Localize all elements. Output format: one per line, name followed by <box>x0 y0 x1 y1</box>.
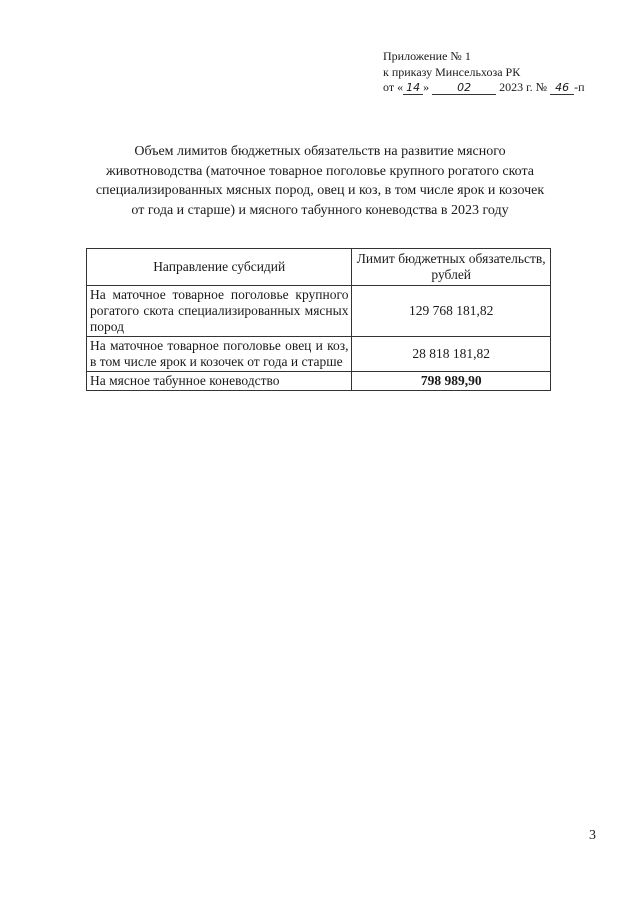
date-prefix: от « <box>383 80 404 94</box>
row-limit: 798 989,90 <box>352 372 551 391</box>
limits-table <box>86 248 551 391</box>
table-header-row <box>87 249 551 286</box>
appendix-date-line <box>383 80 623 96</box>
header-direction: Направление субсидий <box>87 249 352 286</box>
order-suffix: -п <box>574 80 585 94</box>
page-number: 3 <box>589 828 596 843</box>
title-line-3: специализированных мясных пород, овец и коз, в том числе ярок и козочек <box>95 183 545 198</box>
row-direction: На маточное товарное поголовье крупного рогатого скота специализированных мясных пород <box>87 286 352 337</box>
title-line-2: животноводства (маточное товарное поголовье крупного рогатого скота <box>106 163 534 179</box>
row-direction: На маточное товарное поголовье овец и коз, в том числе ярок и козочек от года и старше <box>87 337 352 372</box>
title-line-1: Объем лимитов бюджетных обязательств на развитие мясного <box>134 144 506 159</box>
handwritten-order-number: 46 <box>550 82 574 95</box>
appendix-order-ref: к приказу Минсельхоза РК <box>383 64 521 79</box>
appendix-header <box>383 49 623 96</box>
date-mid: » <box>423 80 430 94</box>
row-limit: 28 818 181,82 <box>352 337 551 372</box>
title-line-4: от года и старше) и мясного табунного коневодства в 2023 году <box>131 202 509 218</box>
document-title <box>95 142 545 220</box>
table-row <box>87 337 551 372</box>
header-limit: Лимит бюджетных обязательств, рублей <box>352 249 551 286</box>
row-direction: На мясное табунное коневодство <box>87 372 352 391</box>
date-year: 2023 г. № <box>499 80 548 94</box>
handwritten-month: 02 <box>432 82 496 95</box>
handwritten-day: 14 <box>403 82 423 95</box>
table-row <box>87 286 551 337</box>
appendix-title: Приложение № 1 <box>383 49 471 63</box>
table-row <box>87 372 551 391</box>
row-limit: 129 768 181,82 <box>352 286 551 337</box>
